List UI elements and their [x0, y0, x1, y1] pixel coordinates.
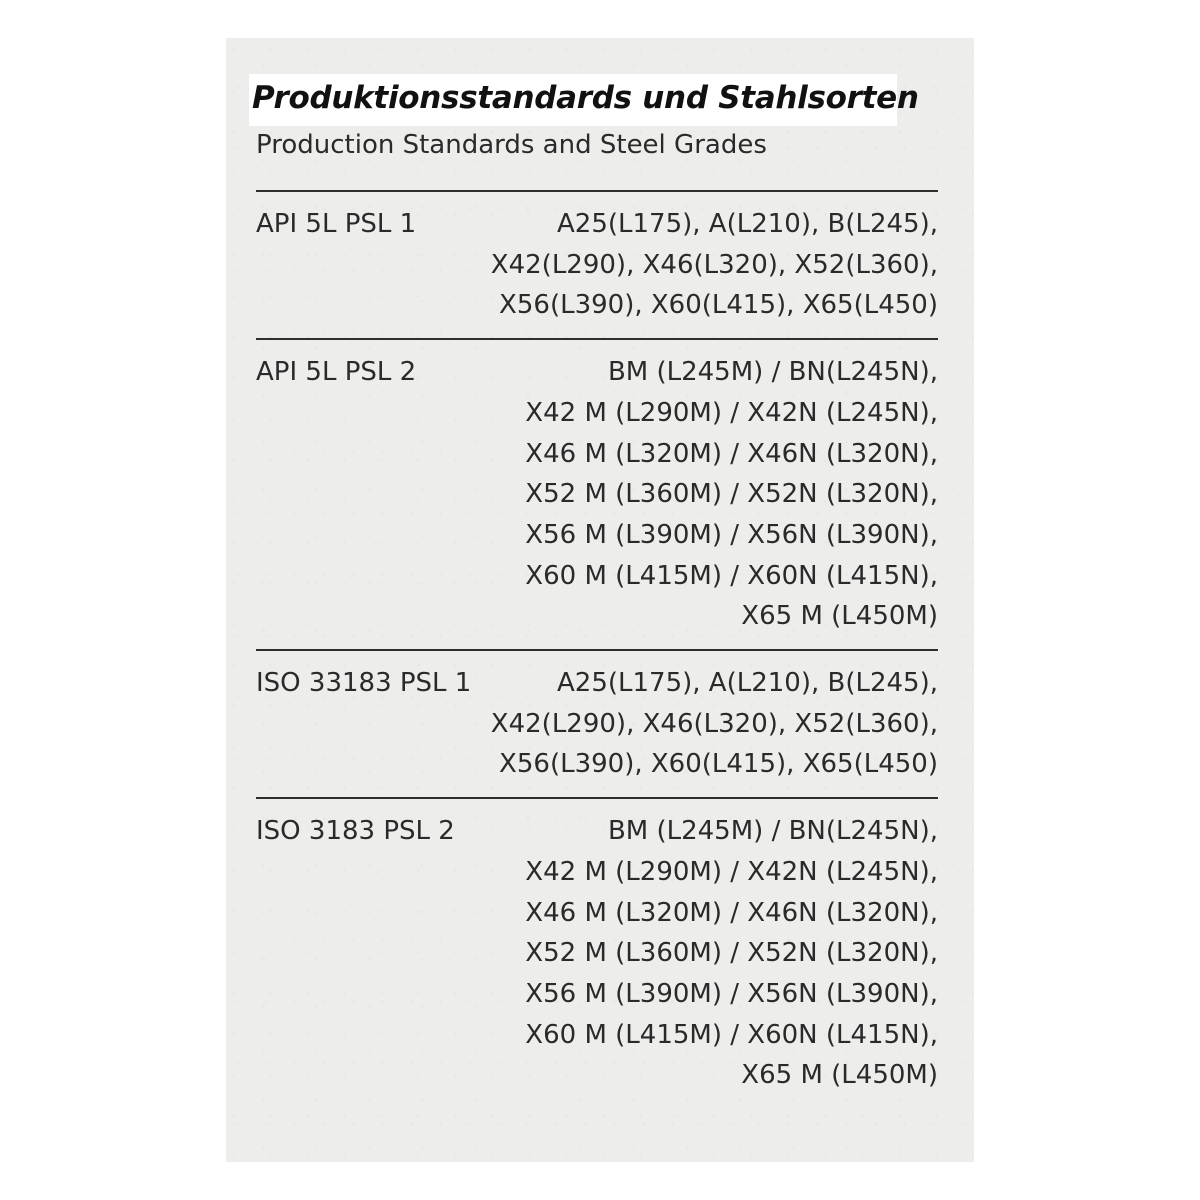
table-row [256, 649, 938, 797]
standard-name: API 5L PSL 2 [256, 357, 417, 388]
page-subtitle: Production Standards and Steel Grades [256, 130, 767, 160]
standards-table [256, 190, 938, 1108]
grade-line: X46 M (L320M) / X46N (L320N), [525, 897, 938, 928]
grade-line: X56 M (L390M) / X56N (L390N), [525, 519, 938, 550]
grade-line: X52 M (L360M) / X52N (L320N), [525, 938, 938, 969]
grade-line: BM (L245M) / BN(L245N), [607, 357, 938, 388]
grade-line: A25(L175), A(L210), B(L245), [556, 668, 938, 699]
grade-line: X46 M (L320M) / X46N (L320N), [525, 438, 938, 469]
grade-line: X52 M (L360M) / X52N (L320N), [525, 479, 938, 510]
grade-line: X60 M (L415M) / X60N (L415N), [525, 560, 938, 591]
grade-list [446, 811, 938, 1096]
table-row [256, 190, 938, 338]
table-row [256, 797, 938, 1108]
standard-name: API 5L PSL 1 [256, 209, 417, 239]
grade-list [446, 204, 938, 326]
grade-line: X42 M (L290M) / X42N (L245N), [525, 856, 938, 887]
grade-line: A25(L175), A(L210), B(L245), [556, 209, 938, 239]
grade-line: X60 M (L415M) / X60N (L415N), [525, 1019, 938, 1050]
grade-line: X65 M (L450M) [741, 1060, 938, 1091]
grade-line: X42 M (L290M) / X42N (L245N), [525, 397, 938, 428]
grade-line: X56(L390), X60(L415), X65(L450) [499, 290, 938, 321]
standard-name: ISO 3183 PSL 2 [256, 816, 455, 847]
grade-line: X65 M (L450M) [741, 601, 938, 632]
grade-line: X42(L290), X46(L320), X52(L360), [490, 249, 938, 280]
standard-name: ISO 33183 PSL 1 [256, 668, 472, 699]
grade-line: X42(L290), X46(L320), X52(L360), [490, 708, 938, 739]
grade-line: X56 M (L390M) / X56N (L390N), [525, 978, 938, 1009]
page-title: Produktionsstandards und Stahlsorten [252, 80, 919, 116]
grade-line: X56(L390), X60(L415), X65(L450) [499, 749, 938, 780]
grade-list [446, 663, 938, 785]
table-row [256, 338, 938, 649]
grade-list [446, 352, 938, 637]
grade-line: BM (L245M) / BN(L245N), [607, 816, 938, 847]
